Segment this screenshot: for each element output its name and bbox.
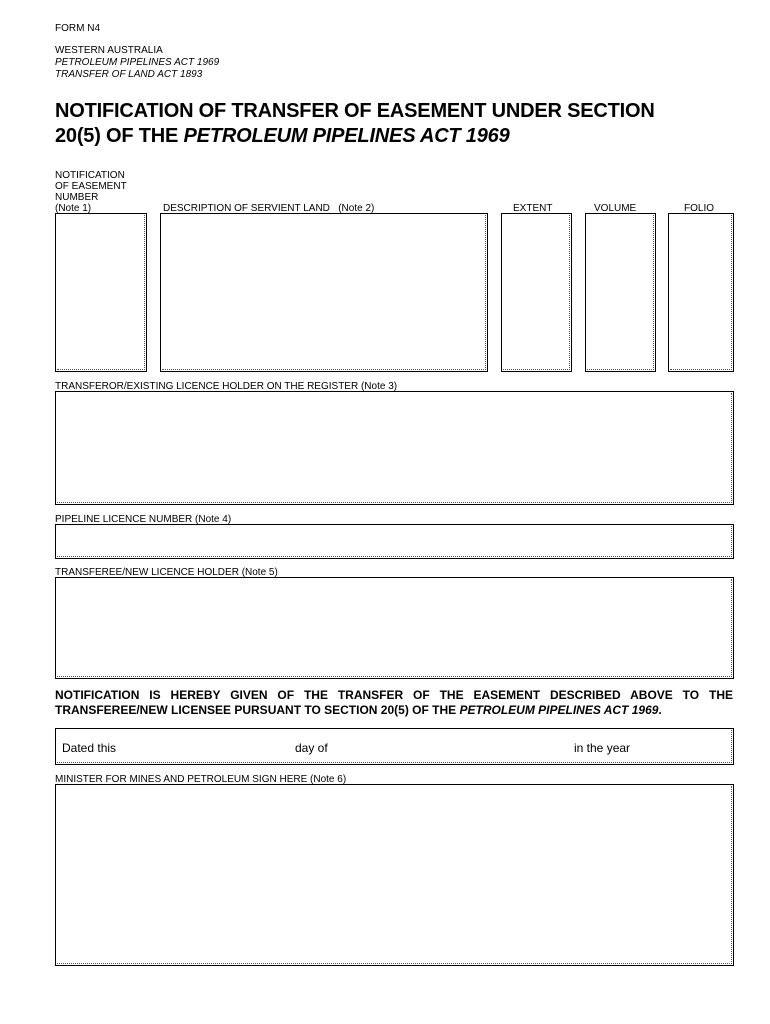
col-header-line: NUMBER xyxy=(55,192,99,203)
volume-field[interactable] xyxy=(585,213,656,372)
minister-signature-field[interactable] xyxy=(55,784,734,966)
day-of-label: day of xyxy=(295,741,328,755)
page-title xyxy=(55,99,655,149)
state-name: WESTERN AUSTRALIA xyxy=(55,45,163,56)
col-header-line: OF EASEMENT xyxy=(55,181,127,192)
col-header-volume: VOLUME xyxy=(594,203,637,214)
col-header-description: DESCRIPTION OF SERVIENT LAND (Note 2) xyxy=(163,203,375,214)
notification-text: NOTIFICATION IS HEREBY GIVEN OF THE TRANSFER OF THE EASEMENT DESCRIBED ABOVE TO THE TRANSFEREE/NEW LICENSEE PURSUANT TO SECTION 20(5) OF THE xyxy=(55,688,733,717)
form-number: FORM N4 xyxy=(55,23,100,34)
act-petroleum-pipelines: PETROLEUM PIPELINES ACT 1969 xyxy=(55,57,220,68)
easement-number-field[interactable] xyxy=(55,213,147,372)
in-the-year-label: in the year xyxy=(574,741,631,755)
transferor-label: TRANSFEROR/EXISTING LICENCE HOLDER ON THE REGISTER (Note 3) xyxy=(55,381,398,392)
transferee-field[interactable] xyxy=(55,577,734,679)
col-header-line: (Note 1) xyxy=(55,203,92,214)
title-line-1: NOTIFICATION OF TRANSFER OF EASEMENT UNDER SECTION xyxy=(55,100,655,122)
notification-act: PETROLEUM PIPELINES ACT 1969 xyxy=(459,703,659,717)
transferee-label: TRANSFEREE/NEW LICENCE HOLDER (Note 5) xyxy=(55,567,278,578)
notification-statement xyxy=(55,688,733,718)
transferor-field[interactable] xyxy=(55,391,734,505)
folio-field[interactable] xyxy=(668,213,734,372)
notification-end: . xyxy=(658,703,662,717)
col-header-line: NOTIFICATION xyxy=(55,170,125,181)
col-header-folio: FOLIO xyxy=(684,203,715,214)
description-field[interactable] xyxy=(160,213,488,372)
dated-this-label: Dated this xyxy=(62,741,117,755)
col-header-extent: EXTENT xyxy=(513,203,553,214)
licence-number-field[interactable] xyxy=(55,524,734,559)
minister-label: MINISTER FOR MINES AND PETROLEUM SIGN HERE (Note 6) xyxy=(55,774,347,785)
dated-field[interactable] xyxy=(55,728,734,765)
act-transfer-of-land: TRANSFER OF LAND ACT 1893 xyxy=(55,69,203,80)
col-header-easement-number xyxy=(55,170,127,214)
title-line-2-prefix: 20(5) OF THE xyxy=(55,125,184,147)
licence-number-label: PIPELINE LICENCE NUMBER (Note 4) xyxy=(55,514,232,525)
extent-field[interactable] xyxy=(501,213,572,372)
title-line-2-act: PETROLEUM PIPELINES ACT 1969 xyxy=(183,125,510,147)
